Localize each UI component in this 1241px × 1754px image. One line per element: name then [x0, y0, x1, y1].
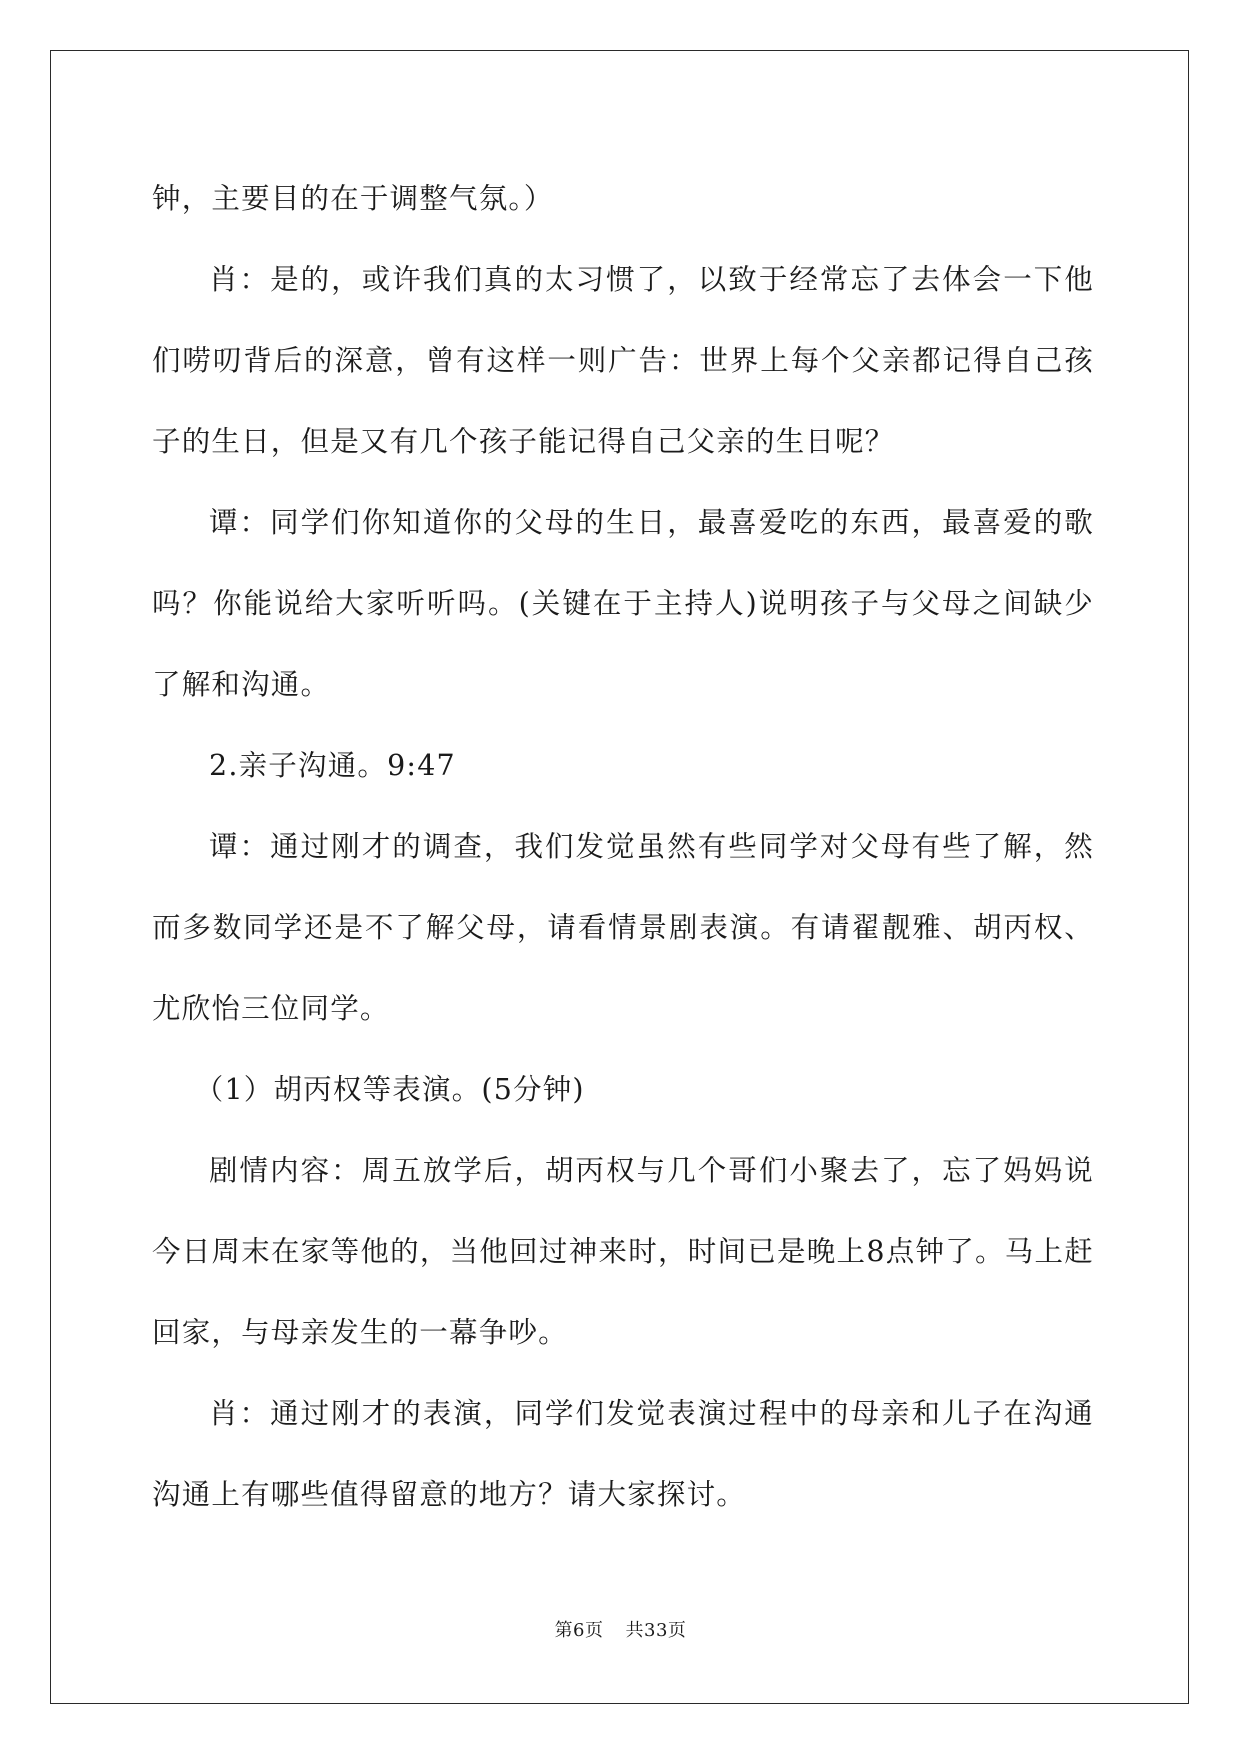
page-number: 第6页	[554, 1620, 604, 1641]
paragraph-3: 谭：同学们你知道你的父母的生日，最喜爱吃的东西，最喜爱的歌吗？你能说给大家听听吗。(关键在于主持人)说明孩子与父母之间缺少了解和沟通。	[152, 506, 1094, 701]
document-body	[152, 158, 1094, 1535]
paragraph-8: 肖：通过刚才的表演，同学们发觉表演过程中的母亲和儿子在沟通沟通上有哪些值得留意的地方？请大家探讨。	[152, 1397, 1094, 1511]
page-footer	[0, 1616, 1241, 1642]
paragraph-6: （1）胡丙权等表演。(5分钟)	[194, 1073, 585, 1106]
paragraph-4: 2.亲子沟通。9:47	[209, 749, 456, 782]
paragraph-7: 剧情内容：周五放学后，胡丙权与几个哥们小聚去了，忘了妈妈说今日周末在家等他的，当他回过神来时，时间已是晚上8点钟了。马上赶回家，与母亲发生的一幕争吵。	[152, 1154, 1094, 1349]
paragraph-1: 钟，主要目的在于调整气氛。）	[152, 182, 554, 215]
paragraph-2: 肖：是的，或许我们真的太习惯了，以致于经常忘了去体会一下他们唠叨背后的深意，曾有这样一则广告：世界上每个父亲都记得自己孩子的生日，但是又有几个孩子能记得自己父亲的生日呢？	[152, 263, 1094, 458]
paragraph-5: 谭：通过刚才的调查，我们发觉虽然有些同学对父母有些了解，然而多数同学还是不了解父母，请看情景剧表演。有请翟靓雅、胡丙权、尤欣怡三位同学。	[152, 830, 1094, 1025]
page-total: 共33页	[625, 1620, 687, 1641]
